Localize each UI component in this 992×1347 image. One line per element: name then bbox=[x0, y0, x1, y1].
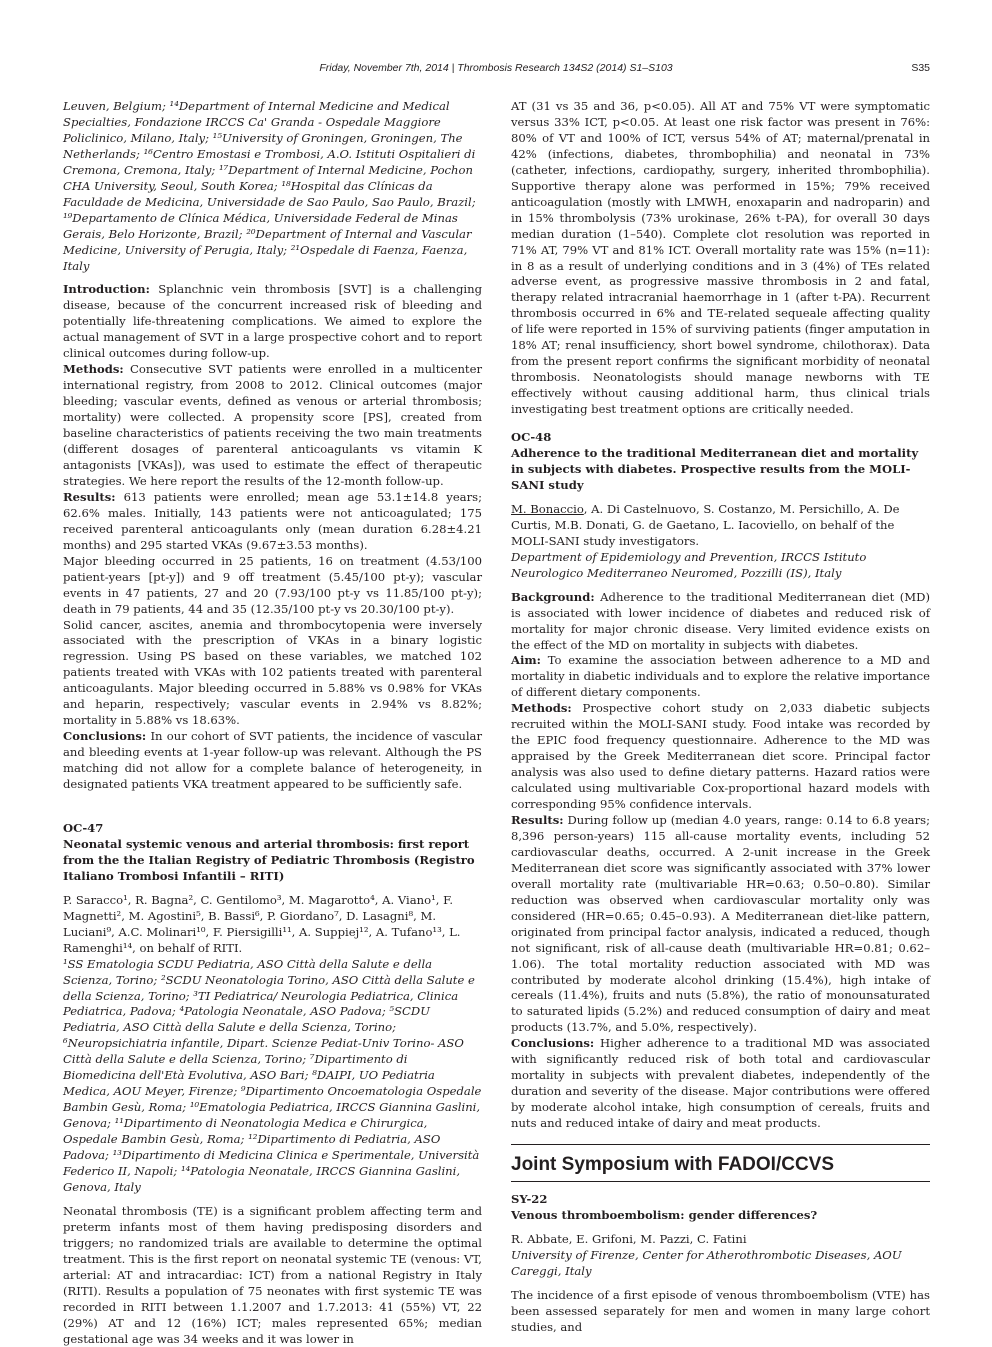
methods-paragraph-oc48 bbox=[511, 701, 930, 813]
methods-label-oc48: Methods: bbox=[511, 701, 572, 716]
section-divider bbox=[511, 1144, 930, 1145]
methods-text: Consecutive SVT patients were enrolled in a multicenter international registry, from 2008 to 2012. Clinical outcomes (major bleeding; vascular events, defined as venous or arterial thrombosis; mortality) were collected. A propensity score [PS], created from baseline characteristics of patients receiving the two main treatments (different dosages of parenteral anticoagulants vs vitamin K antagonists [VKAs]), was used to estimate the effect of therapeutic strategies. We here report the results of the 12-month follow-up. bbox=[63, 362, 482, 488]
conclusions-label: Conclusions: bbox=[63, 729, 147, 744]
methods-label: Methods: bbox=[63, 362, 124, 377]
introduction-text: Splanchnic vein thrombosis [SVT] is a challenging disease, because of the concurrent increased risk of bleeding and potentially life-threatening complications. We aimed to explore the actual management of SVT in a large prospective cohort and to report clinical outcomes during follow-up. bbox=[63, 282, 482, 361]
results-label-oc48: Results: bbox=[511, 812, 564, 827]
results-paragraph bbox=[63, 490, 482, 554]
body-oc47-continued: AT (31 vs 35 and 36, p<0.05). All AT and 75% VT were symptomatic versus 33% ICT, p<0.05. At least one risk factor was present in 76%: 80% of VT and 100% of ICT, versus 54% of AT; maternal/prenatal in 42% (infections, diabetes, thrombophilia) and neonatal in 73% (catheter, infections, cardiopathy, surgery, inherited thrombophilia). Supportive therapy alone was performed in 15%; 79% received anticoagulation (mostly with LMWH, enoxaparin and nadroparin) and in 15% thrombolysis (73% urokinase, 26% t-PA), for overall 30 days median duration (1–540). Complete clot resolution was reported in 71% AT, 79% VT and 81% ICT. Overall mortality rate was 15% (n=11): in 8 as a result of underlying conditions and in 3 (4%) of TEs related adverse event, as progressive massive thrombosis in 2 and fatal, therapy related intracranial haemorrhage in 1 (after t-PA). Recurrent thrombosis occurred in 6% and TE-related sequeale affecting quality of life were reported in 15% of surviving patients (finger amputation in 18% AT; renal insufficiency, short bowel syndrome, chilothorax). Data from the present report confirms the significant morbidity of neonatal thrombosis. Neonatologists should manage newborns with TE effectively without causing additional harm, thus clinical trials investigating best treatment options are critically needed. bbox=[511, 99, 930, 417]
background-label: Background: bbox=[511, 589, 595, 604]
abstract-id-sy22: SY-22 bbox=[511, 1192, 548, 1207]
results-label: Results: bbox=[63, 489, 116, 504]
results-text: 613 patients were enrolled; mean age 53.1±14.8 years; 62.6% males. Initially, 143 patients were not anticoagulated; 175 received parenteral anticoagulants only (mean duration 6.28±4.21 months) and 295 started VKAs (9.67±3.53 months). bbox=[63, 489, 482, 552]
affiliations-continued: Leuven, Belgium; ¹⁴Department of Internal Medicine and Medical Specialties, Fondazione IRCCS Ca' Granda - Ospedale Maggiore Policlinico, Milano, Italy; ¹⁵University of Groningen, Groningen, The Netherlands; ¹⁶Centro Emostasi e Trombosi, A.O. Istituti Ospitalieri di Cremona, Cremona, Italy; ¹⁷Department of Internal Medicine, Pochon CHA University, Seoul, South Korea; ¹⁸Hospital das Clínicas da Faculdade de Medicina, Universidade de Sao Paulo, Sao Paulo, Brazil; ¹⁹Departamento de Clínica Médica, Universidade Federal de Minas Gerais, Belo Horizonte, Brazil; ²⁰Department of Internal and Vascular Medicine, University of Perugia, Italy; ²¹Ospedale di Faenza, Faenza, Italy bbox=[63, 99, 476, 273]
body-sy22: The incidence of a first episode of venous thromboembolism (VTE) has been assessed separately for men and women in many large cohort studies, and bbox=[511, 1287, 930, 1334]
conclusions-paragraph bbox=[63, 729, 482, 793]
results-paragraph-oc48 bbox=[511, 813, 930, 1036]
methods-paragraph bbox=[63, 362, 482, 490]
conclusions-label-oc48: Conclusions: bbox=[511, 1036, 595, 1051]
methods-text-oc48: Prospective cohort study on 2,033 diabetic subjects recruited within the MOLI-SANI study. Food intake was recorded by the EPIC food frequency questionnaire. Adherence to the MD was appraised by the Greek Mediterranean diet score. Principal factor analysis was also used to define dietary patterns. Hazard ratios were calculated using multivariable Cox-proportional hazard models with corresponding 95% confidence intervals. bbox=[511, 701, 930, 812]
running-title: Friday, November 7th, 2014 | Thrombosis Research 134S2 (2014) S1–S103 bbox=[319, 62, 673, 74]
conclusions-paragraph-oc48 bbox=[511, 1036, 930, 1132]
results-paragraph-2: Major bleeding occurred in 25 patients, 16 on treatment (4.53/100 patient-years [pt-y]) and 9 off treatment (5.45/100 pt-y); vascular events in 47 patients, 27 and 20 (7.93/100 pt-y vs 11.85/100 pt-y); death in 79 patients, 44 and 35 (12.35/100 pt-y vs 20.30/100 pt-y). bbox=[63, 553, 482, 616]
authors-oc47: P. Saracco¹, R. Bagna², C. Gentilomo³, M. Magarotto⁴, A. Viano¹, F. Magnetti², M. Agostini⁵, B. Bassi⁶, P. Giordano⁷, D. Lasagni⁸, M. Luciani⁹, A.C. Molinari¹⁰, F. Piersigilli¹¹, A. Suppiej¹², A. Tufano¹³, L. Ramenghi¹⁴, on behalf of RITI. bbox=[63, 892, 461, 955]
body-oc47: Neonatal thrombosis (TE) is a significant problem affecting term and preterm infants most of them having predisposing disorders and triggers; no randomized trials are available to determine the optimal treatment. This is the first report on neonatal systemic TE (venous: VT, arterial: AT and intracardiac: ICT) from a national Registry in Italy (RITI). Results a population of 75 neonates with first systemic TE was recorded in RITI between 1.1.2007 and 1.7.2013: 41 (55%) VT, 22 (29%) AT and 12 (16%) ICT; males represented 65%; median gestational age was 34 weeks and it was lower in bbox=[63, 1203, 482, 1346]
conclusions-text: In our cohort of SVT patients, the incidence of vascular and bleeding events at 1-year follow-up was relevant. Although the PS matching did not allow for a complete balance of heterogeneity, in designated patients VKA treatment appeared to be sufficiently safe. bbox=[63, 729, 482, 792]
page-number: S35 bbox=[911, 62, 930, 74]
background-text: Adherence to the traditional Mediterranean diet (MD) is associated with lower incidence of diabetes and reduced risk of mortality for major chronic disease. Very limited evidence exists on the effect of the MD on mortality in subjects with diabetes. bbox=[511, 589, 930, 652]
affiliation-oc48: Department of Epidemiology and Prevention, IRCCS Istituto Neurologico Mediterraneo Neuromed, Pozzilli (IS), Italy bbox=[511, 549, 867, 580]
aim-paragraph bbox=[511, 653, 930, 701]
aim-text: To examine the association between adherence to a MD and mortality in diabetic individuals and to explore the relative importance of different dietary components. bbox=[511, 653, 930, 700]
affiliation-sy22: University of Firenze, Center for Atherothrombotic Diseases, AOU Careggi, Italy bbox=[511, 1247, 902, 1278]
co-authors: , A. Di Castelnuovo, S. Costanzo, M. Persichillo, A. De Curtis, M.B. Donati, G. de Gaetano, L. Iacoviello, on behalf of the MOLI-SANI study investigators. bbox=[511, 501, 900, 548]
conclusions-text-oc48: Higher adherence to a traditional MD was associated with significantly reduced risk of both total and cardiovascular mortality in subjects with prevalent diabetes, independently of the duration and severity of the disease. Major contributions were offered by moderate alcohol intake, high consumption of cereals, fruits and nuts and reduced intake of dairy and meat products. bbox=[511, 1036, 930, 1131]
left-column bbox=[63, 99, 482, 1347]
running-header bbox=[0, 62, 992, 78]
abstract-id-oc48: OC-48 bbox=[511, 430, 552, 445]
abstract-id-oc47: OC-47 bbox=[63, 820, 104, 835]
presenting-author: M. Bonaccio bbox=[511, 501, 584, 516]
authors-sy22: R. Abbate, E. Grifoni, M. Pazzi, C. Fatini bbox=[511, 1231, 747, 1246]
affiliations-oc47: ¹SS Ematologia SCDU Pediatria, ASO Città della Salute e della Scienza, Torino; ²SCDU Neonatologia Torino, ASO Città della Salute e della Scienza, Torino; ³TI Pediatrica/ Neurologia Pediatrica, Clinica Pediatrica, Padova; ⁴Patologia Neonatale, ASO Padova; ⁵SCDU Pediatria, ASO Città della Salute e della Scienza, Torino; ⁶Neuropsichiatria infantile, Dipart. Scienze Pediat-Univ Torino- ASO Città della Salute e della Scienza, Torino; ⁷Dipartimento di Biomedicina dell'Età Evolutiva, ASO Bari; ⁸DAIPI, UO Pediatria Medica, AOU Meyer, Firenze; ⁹Dipartimento Oncoematologia Ospedale Bambin Gesù, Roma; ¹⁰Ematologia Pediatrica, IRCCS Giannina Gaslini, Genova; ¹¹Dipartimento di Neonatologia Medica e Chirurgica, Ospedale Bambin Gesù, Roma; ¹²Dipartimento di Pediatria, ASO Padova; ¹³Dipartimento di Medicina Clinica e Sperimentale, Università Federico II, Napoli; ¹⁴Patologia Neonatale, IRCCS Giannina Gaslini, Genova, Italy bbox=[63, 956, 482, 1194]
section-title: Joint Symposium with FADOI/CCVS bbox=[511, 1151, 930, 1182]
abstract-title-sy22: Venous thromboembolism: gender differences? bbox=[511, 1208, 818, 1222]
results-paragraph-3: Solid cancer, ascites, anemia and thrombocytopenia were inversely associated with the prescription of VKAs in a binary logistic regression. Using PS based on these variables, we matched 102 patients treated with VKAs with 102 patients treated with parenteral anticoagulants. Major bleeding occurred in 5.88% vs 0.98% for VKAs and heparin, respectively; vascular events in 2.94% vs 8.82%; mortality in 5.88% vs 18.63%. bbox=[63, 617, 482, 728]
abstract-title-oc48: Adherence to the traditional Mediterranean diet and mortality in subjects with diabetes. Prospective results from the MOLI-SANI study bbox=[511, 446, 919, 492]
background-paragraph bbox=[511, 590, 930, 654]
results-text-oc48: During follow up (median 4.0 years, range: 0.14 to 6.8 years; 8,396 person-years) 115 all-cause mortality events, including 52 cardiovascular deaths, occurred. A 2-unit increase in the Greek Mediterranean diet score was significantly associated with 37% lower overall mortality rate (multivariable HR=0.63; 0.50–0.80). Similar reduction was observed when cardiovascular mortality only was considered (HR=0.65; 0.45–0.93). A Mediterranean diet-like pattern, originated from principal factor analysis, indicated a reduced, though not significant, risk of all-cause death (multivariable HR=0.81; 0.62–1.06). The total mortality reduction associated with MD was contributed by moderate alcohol drinking (15.4%), high intake of cereals (11.4%), fruits and nuts (5.8%), the ratio of monounsaturated to saturated lipids (5.2%) and reduced consumption of dairy and meat products (13.7%, and 5.0%, respectively). bbox=[511, 812, 930, 1035]
aim-label: Aim: bbox=[511, 653, 541, 668]
introduction-label: Introduction: bbox=[63, 282, 150, 297]
right-column bbox=[511, 99, 930, 1336]
abstract-title-oc47: Neonatal systemic venous and arterial thrombosis: first report from the the Italian Registry of Pediatric Thrombosis (Registro Italiano Trombosi Infantili – RITI) bbox=[63, 836, 475, 883]
introduction-paragraph bbox=[63, 282, 482, 362]
authors-oc48 bbox=[511, 502, 930, 550]
